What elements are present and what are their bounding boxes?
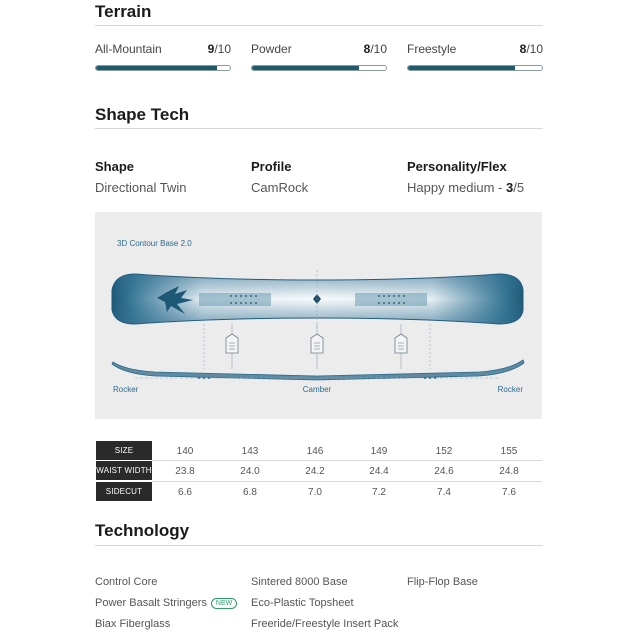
table-cell: 24.8 <box>499 466 519 477</box>
base-tech-label: 3D Contour Base 2.0 <box>117 239 192 248</box>
table-cell: 140 <box>176 446 194 457</box>
shape-tech-divider <box>95 128 543 129</box>
terrain-bar <box>407 65 543 71</box>
snowboard-diagram <box>95 212 542 419</box>
terrain-label: All-Mountain <box>95 42 162 56</box>
personality-heading: Personality/Flex <box>407 159 507 174</box>
table-divider <box>152 460 542 461</box>
tech-item: Flip-Flop Base <box>407 576 478 588</box>
size-row-label: SIZE <box>96 441 152 460</box>
tech-item: Eco-Plastic Topsheet <box>251 597 354 609</box>
terrain-title: Terrain <box>95 2 152 21</box>
profile-value: CamRock <box>251 180 309 195</box>
tech-item: Freeride/Freestyle Insert Pack <box>251 618 399 630</box>
table-cell: 6.8 <box>243 487 257 498</box>
terrain-score: 9/10 <box>207 42 231 56</box>
table-cell: 24.4 <box>369 466 389 477</box>
tech-item: Power Basalt Stringers NEW <box>95 597 237 609</box>
table-cell: 6.6 <box>178 487 192 498</box>
terrain-label: Powder <box>251 42 292 56</box>
rocker-right-label: Rocker <box>497 385 523 394</box>
terrain-bar <box>251 65 387 71</box>
table-cell: 7.4 <box>437 487 451 498</box>
table-cell: 7.0 <box>308 487 322 498</box>
technology-divider <box>95 545 543 546</box>
table-cell: 152 <box>435 446 453 457</box>
board-side-profile <box>112 360 524 380</box>
sidecut-row-label: SIDECUT <box>96 482 152 501</box>
camber-label: Camber <box>302 385 332 394</box>
contour-marker-center <box>311 334 323 353</box>
table-cell: 155 <box>500 446 518 457</box>
technology-title: Technology <box>95 521 190 540</box>
terrain-bar <box>95 65 231 71</box>
shape-value: Directional Twin <box>95 180 187 195</box>
shape-heading: Shape <box>95 159 135 174</box>
table-divider <box>152 481 542 482</box>
table-cell: 7.6 <box>502 487 516 498</box>
contour-marker-left <box>226 334 238 353</box>
new-badge: NEW <box>211 598 237 609</box>
table-cell: 7.2 <box>372 487 386 498</box>
tech-item: Biax Fiberglass <box>95 618 171 630</box>
board-graphic-panel <box>95 212 542 419</box>
table-cell: 24.2 <box>305 466 325 477</box>
board-top-view <box>112 270 523 330</box>
waist-width-row-label: WAIST WIDTH <box>96 461 152 480</box>
tech-item: Sintered 8000 Base <box>251 576 348 588</box>
table-cell: 149 <box>370 446 388 457</box>
shape-tech-title: Shape Tech <box>95 105 190 124</box>
table-cell: 143 <box>241 446 259 457</box>
personality-value: Happy medium - 3/5 <box>407 180 525 195</box>
tech-item: Control Core <box>95 576 158 588</box>
terrain-divider <box>95 25 543 26</box>
terrain-score: 8/10 <box>519 42 543 56</box>
table-cell: 23.8 <box>175 466 195 477</box>
contour-marker-right <box>395 334 407 353</box>
table-cell: 24.6 <box>434 466 454 477</box>
table-cell: 24.0 <box>240 466 260 477</box>
terrain-label: Freestyle <box>407 42 457 56</box>
terrain-score: 8/10 <box>363 42 387 56</box>
table-cell: 146 <box>306 446 324 457</box>
rocker-left-label: Rocker <box>113 385 139 394</box>
profile-heading: Profile <box>251 159 292 174</box>
